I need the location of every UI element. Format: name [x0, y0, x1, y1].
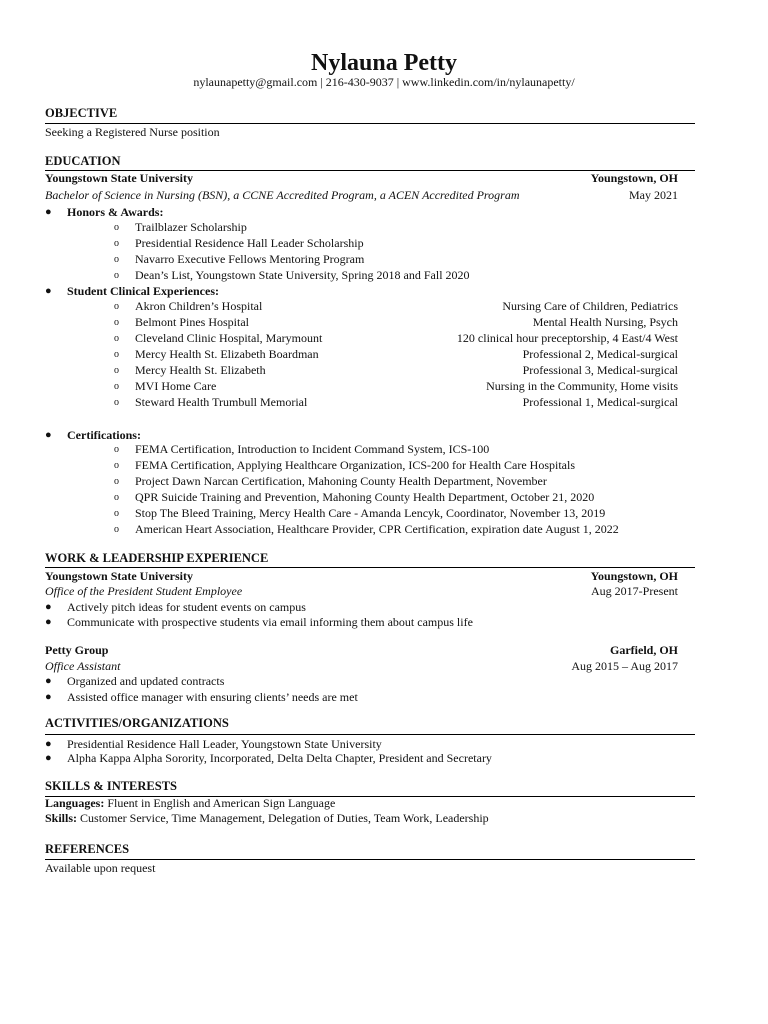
sub-bullet-icon: o [114, 333, 119, 344]
sub-bullet-icon: o [114, 476, 119, 487]
sub-bullet-icon: o [114, 317, 119, 328]
clinical-detail: Mental Health Nursing, Psych [532, 315, 678, 329]
honor-item: Dean’s List, Youngstown State University, Spring 2018 and Fall 2020 [135, 268, 470, 282]
references-text: Available upon request [45, 861, 156, 875]
certification-item: FEMA Certification, Applying Healthcare Organization, ICS-200 for Health Care Hospitals [135, 458, 576, 472]
activity-item: Presidential Residence Hall Leader, Youngstown State University [67, 737, 382, 751]
clinical-site: Mercy Health St. Elizabeth [135, 363, 266, 377]
clinical-site: Cleveland Clinic Hospital, Marymount [135, 331, 323, 345]
certification-item: FEMA Certification, Introduction to Incident Command System, ICS-100 [135, 442, 490, 456]
activities-heading: ACTIVITIES/ORGANIZATIONS [45, 716, 229, 730]
honor-item: Presidential Residence Hall Leader Scholarship [135, 236, 364, 250]
section-divider [45, 123, 695, 124]
sub-bullet-icon: o [114, 460, 119, 471]
job-title: Office Assistant [45, 659, 121, 673]
clinical-detail: 120 clinical hour preceptorship, 4 East/4 West [456, 331, 678, 345]
bullet-icon: ● [45, 691, 52, 703]
clinical-site: Mercy Health St. Elizabeth Boardman [135, 347, 319, 361]
bullet-icon: ● [45, 429, 52, 441]
job-bullet: Communicate with prospective students via email informing them about campus life [67, 615, 473, 629]
sub-bullet-icon: o [114, 508, 119, 519]
skills-line [45, 811, 489, 826]
job-bullet: Actively pitch ideas for student events on campus [67, 600, 306, 614]
graduation-date: May 2021 [629, 188, 678, 202]
bullet-icon: ● [45, 206, 52, 218]
clinical-detail: Professional 1, Medical-surgical [522, 395, 678, 409]
skills-value: Customer Service, Time Management, Delegation of Duties, Team Work, Leadership [80, 811, 489, 825]
candidate-name: Nylauna Petty [311, 50, 457, 76]
bullet-icon: ● [45, 601, 52, 613]
clinical-label: Student Clinical Experiences: [67, 284, 219, 298]
section-divider [45, 734, 695, 735]
sub-bullet-icon: o [114, 238, 119, 249]
clinical-site: MVI Home Care [135, 379, 217, 393]
job-bullet: Assisted office manager with ensuring clients’ needs are met [67, 690, 358, 704]
sub-bullet-icon: o [114, 444, 119, 455]
languages-value: Fluent in English and American Sign Language [107, 796, 336, 810]
bullet-icon: ● [45, 616, 52, 628]
skills-heading: SKILLS & INTERESTS [45, 779, 178, 793]
bullet-icon: ● [45, 738, 52, 750]
activity-item: Alpha Kappa Alpha Sorority, Incorporated, Delta Delta Chapter, President and Secretary [67, 751, 492, 765]
bullet-icon: ● [45, 675, 52, 687]
references-heading: REFERENCES [45, 842, 130, 856]
certifications-label: Certifications: [67, 428, 141, 442]
job-org: Petty Group [45, 643, 109, 657]
honors-label: Honors & Awards: [67, 205, 164, 219]
job-dates: Aug 2017-Present [591, 584, 678, 598]
certification-item: Project Dawn Narcan Certification, Mahoning County Health Department, November [135, 474, 547, 488]
clinical-site: Akron Children’s Hospital [135, 299, 263, 313]
job-bullet: Organized and updated contracts [67, 674, 225, 688]
job-dates: Aug 2015 – Aug 2017 [571, 659, 678, 673]
skills-label: Skills: [45, 811, 78, 825]
contact-line: nylaunapetty@gmail.com | 216-430-9037 | www.linkedin.com/in/nylaunapetty/ [193, 75, 575, 89]
clinical-detail: Nursing in the Community, Home visits [486, 379, 678, 393]
sub-bullet-icon: o [114, 222, 119, 233]
job-location: Garfield, OH [610, 643, 678, 657]
clinical-detail: Nursing Care of Children, Pediatrics [502, 299, 678, 313]
sub-bullet-icon: o [114, 381, 119, 392]
sub-bullet-icon: o [114, 270, 119, 281]
objective-text: Seeking a Registered Nurse position [45, 125, 220, 139]
languages-line [45, 796, 335, 811]
sub-bullet-icon: o [114, 365, 119, 376]
job-org: Youngstown State University [45, 569, 194, 583]
school-location: Youngstown, OH [590, 171, 678, 185]
degree: Bachelor of Science in Nursing (BSN), a CCNE Accredited Program, a ACEN Accredited Program [45, 188, 520, 202]
work-heading: WORK & LEADERSHIP EXPERIENCE [45, 551, 269, 565]
languages-label: Languages: [45, 796, 105, 810]
job-title: Office of the President Student Employee [45, 584, 243, 598]
section-divider [45, 859, 695, 860]
sub-bullet-icon: o [114, 397, 119, 408]
sub-bullet-icon: o [114, 301, 119, 312]
sub-bullet-icon: o [114, 349, 119, 360]
clinical-site: Steward Health Trumbull Memorial [135, 395, 308, 409]
sub-bullet-icon: o [114, 254, 119, 265]
certification-item: QPR Suicide Training and Prevention, Mahoning County Health Department, October 21, 2020 [135, 490, 595, 504]
section-divider [45, 567, 695, 568]
sub-bullet-icon: o [114, 492, 119, 503]
school-name: Youngstown State University [45, 171, 194, 185]
education-heading: EDUCATION [45, 154, 121, 168]
clinical-site: Belmont Pines Hospital [135, 315, 249, 329]
certification-item: Stop The Bleed Training, Mercy Health Care - Amanda Lencyk, Coordinator, November 13, 2019 [135, 506, 606, 520]
bullet-icon: ● [45, 285, 52, 297]
bullet-icon: ● [45, 752, 52, 764]
honor-item: Navarro Executive Fellows Mentoring Program [135, 252, 365, 266]
certification-item: American Heart Association, Healthcare Provider, CPR Certification, expiration date August 1, 2022 [135, 522, 619, 536]
clinical-detail: Professional 2, Medical-surgical [522, 347, 678, 361]
honor-item: Trailblazer Scholarship [135, 220, 247, 234]
clinical-detail: Professional 3, Medical-surgical [522, 363, 678, 377]
job-location: Youngstown, OH [590, 569, 678, 583]
objective-heading: OBJECTIVE [45, 106, 118, 120]
sub-bullet-icon: o [114, 524, 119, 535]
